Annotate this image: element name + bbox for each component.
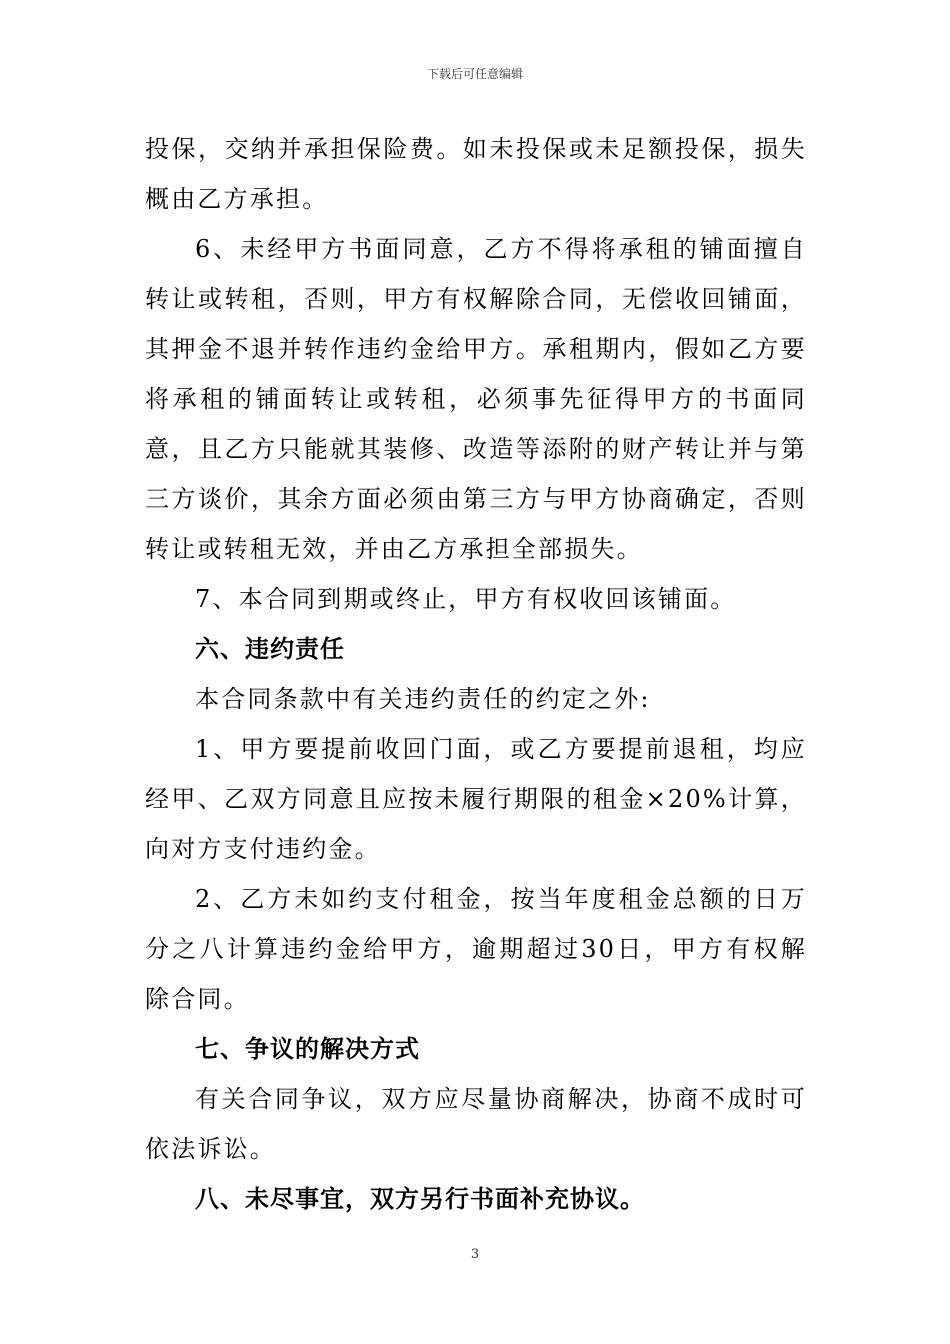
breach-clause-2: 2、乙方未如约支付租金，按当年度租金总额的日万分之八计算违约金给甲方，逾期超过30日，甲方有权解除合同。: [145, 885, 807, 1013]
page-header: 下载后可任意编辑: [426, 67, 523, 81]
clause-6: 6、未经甲方书面同意，乙方不得将承租的铺面擅自转让或转租，否则，甲方有权解除合同，无偿收回铺面，其押金不退并转作违约金给甲方。承租期内，假如乙方要将承租的铺面转让或转租，必须事先征得甲方的书面同意，且乙方只能就其装修、改造等添附的财产转让并与第三方谈价，其余方面必须由第三方与甲方协商确定，否则转让或转租无效，并由乙方承担全部损失。: [145, 235, 807, 563]
paragraph-insurance: 投保，交纳并承担保险费。如未投保或未足额投保，损失概由乙方承担。: [145, 135, 807, 213]
breach-clause-1: 1、甲方要提前收回门面，或乙方要提前退租，均应经甲、乙双方同意且应按未履行期限的租金×20%计算，向对方支付违约金。: [145, 735, 807, 863]
breach-intro: 本合同条款中有关违约责任的约定之外:: [195, 685, 651, 713]
dispute-clause: 有关合同争议，双方应尽量协商解决，协商不成时可依法诉讼。: [145, 1085, 807, 1163]
section-heading-dispute: 七、争议的解决方式: [195, 1035, 420, 1063]
document-body: [145, 124, 807, 1224]
page-number: 3: [470, 1247, 480, 1262]
section-heading-breach: 六、违约责任: [195, 635, 345, 663]
section-heading-supplement: 八、未尽事宜，双方另行书面补充协议。: [195, 1185, 645, 1213]
clause-7: 7、本合同到期或终止，甲方有权收回该铺面。: [195, 585, 737, 613]
